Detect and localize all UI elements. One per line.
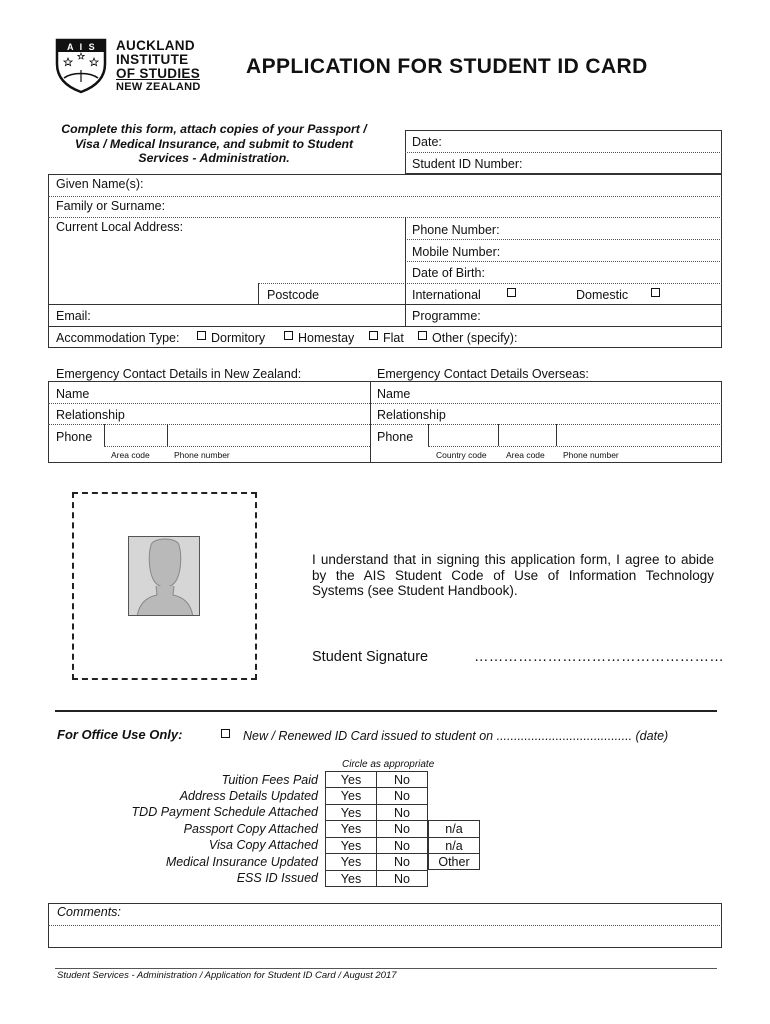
tdd-yes[interactable]: Yes xyxy=(340,806,362,820)
international-label: International xyxy=(412,288,481,302)
given-names-field[interactable]: Given Name(s): xyxy=(56,177,144,191)
passport-yes[interactable]: Yes xyxy=(340,822,362,836)
nz-phone-number-label: Phone number xyxy=(174,450,230,460)
overseas-country-code-label: Country code xyxy=(436,450,487,460)
email-field[interactable]: Email: xyxy=(56,309,91,323)
phone-number-field[interactable]: Phone Number: xyxy=(412,223,500,237)
address-updated-label: Address Details Updated xyxy=(179,789,318,803)
signature-line[interactable]: …………………………………………… xyxy=(474,649,724,665)
ess-no[interactable]: No xyxy=(394,872,410,886)
overseas-area-code-label: Area code xyxy=(506,450,545,460)
nz-contact-relationship-field[interactable]: Relationship xyxy=(56,408,125,422)
circle-note: Circle as appropriate xyxy=(342,759,435,770)
office-use-heading: For Office Use Only: xyxy=(57,727,183,742)
tdd-schedule-label: TDD Payment Schedule Attached xyxy=(131,805,318,819)
logo-line-1: AUCKLAND xyxy=(116,38,195,53)
homestay-label: Homestay xyxy=(298,331,355,345)
international-checkbox[interactable] xyxy=(507,288,516,297)
visa-copy-label: Visa Copy Attached xyxy=(208,838,318,852)
dormitory-label: Dormitory xyxy=(211,331,266,345)
tuition-fees-label: Tuition Fees Paid xyxy=(221,773,318,787)
mobile-number-field[interactable]: Mobile Number: xyxy=(412,245,501,259)
id-card-issued-text: New / Renewed ID Card issued to student on ....................................... (date) xyxy=(243,729,669,743)
visa-no[interactable]: No xyxy=(394,839,410,853)
form-instructions: Complete this form, attach copies of your Passport / Visa / Medical Insurance, and submit to Student Services - Administration. xyxy=(61,122,367,165)
ais-logo xyxy=(54,34,214,98)
comments-label: Comments: xyxy=(57,905,121,919)
family-name-field[interactable]: Family or Surname: xyxy=(56,199,166,213)
id-card-issued-checkbox[interactable] xyxy=(221,729,230,738)
ess-yes[interactable]: Yes xyxy=(340,872,362,886)
date-field[interactable]: Date: xyxy=(412,135,442,149)
passport-na[interactable]: n/a xyxy=(445,822,463,836)
postcode-field[interactable]: Postcode xyxy=(267,288,320,302)
other-accommodation-checkbox[interactable] xyxy=(418,331,427,340)
page-footer: Student Services - Administration / Application for Student ID Card / August 2017 xyxy=(57,970,397,981)
dormitory-checkbox[interactable] xyxy=(197,331,206,340)
nz-contact-name-field[interactable]: Name xyxy=(56,387,90,401)
logo-line-3: OF STUDIES xyxy=(116,66,201,81)
address-field[interactable]: Current Local Address: xyxy=(56,220,184,234)
nz-contact-phone-label: Phone xyxy=(56,430,93,444)
accommodation-label: Accommodation Type: xyxy=(56,331,180,345)
footer-divider xyxy=(55,968,717,969)
date-of-birth-field[interactable]: Date of Birth: xyxy=(412,266,485,280)
declaration-text: I understand that in signing this application form, I agree to abide by the AIS Student Code of Use of Information Technology Systems (see Student Handbook). xyxy=(312,552,714,598)
overseas-contact-relationship-field[interactable]: Relationship xyxy=(377,408,446,422)
domestic-checkbox[interactable] xyxy=(651,288,660,297)
medical-no[interactable]: No xyxy=(394,855,410,869)
flat-checkbox[interactable] xyxy=(369,331,378,340)
logo-line-2: INSTITUTE xyxy=(116,52,189,67)
other-accommodation-label: Other (specify): xyxy=(432,331,518,345)
address-no[interactable]: No xyxy=(394,789,410,803)
homestay-checkbox[interactable] xyxy=(284,331,293,340)
nz-area-code-label: Area code xyxy=(111,450,150,460)
emergency-overseas-heading: Emergency Contact Details Overseas: xyxy=(377,367,589,381)
signature-label: Student Signature xyxy=(312,649,429,665)
office-divider xyxy=(55,710,717,712)
flat-label: Flat xyxy=(383,331,404,345)
overseas-contact-name-field[interactable]: Name xyxy=(377,387,411,401)
tuition-no[interactable]: No xyxy=(394,773,410,787)
medical-other[interactable]: Other xyxy=(438,855,470,869)
medical-yes[interactable]: Yes xyxy=(340,855,362,869)
tdd-no[interactable]: No xyxy=(394,806,410,820)
page-title: APPLICATION FOR STUDENT ID CARD xyxy=(246,55,648,78)
tuition-yes[interactable]: Yes xyxy=(340,773,362,787)
address-yes[interactable]: Yes xyxy=(340,789,362,803)
overseas-contact-phone-label: Phone xyxy=(377,430,414,444)
medical-insurance-label: Medical Insurance Updated xyxy=(165,855,318,869)
photo-placeholder-icon xyxy=(128,536,200,616)
passport-no[interactable]: No xyxy=(394,822,410,836)
ess-id-label: ESS ID Issued xyxy=(236,871,318,885)
emergency-nz-heading: Emergency Contact Details in New Zealand: xyxy=(56,367,302,381)
visa-yes[interactable]: Yes xyxy=(340,839,362,853)
student-id-field[interactable]: Student ID Number: xyxy=(412,157,523,171)
programme-field[interactable]: Programme: xyxy=(412,309,481,323)
visa-na[interactable]: n/a xyxy=(445,839,463,853)
passport-copy-label: Passport Copy Attached xyxy=(183,822,318,836)
logo-badge-text: A I S xyxy=(67,42,97,52)
domestic-label: Domestic xyxy=(576,288,629,302)
overseas-phone-number-label: Phone number xyxy=(563,450,619,460)
logo-line-4: NEW ZEALAND xyxy=(116,81,201,93)
